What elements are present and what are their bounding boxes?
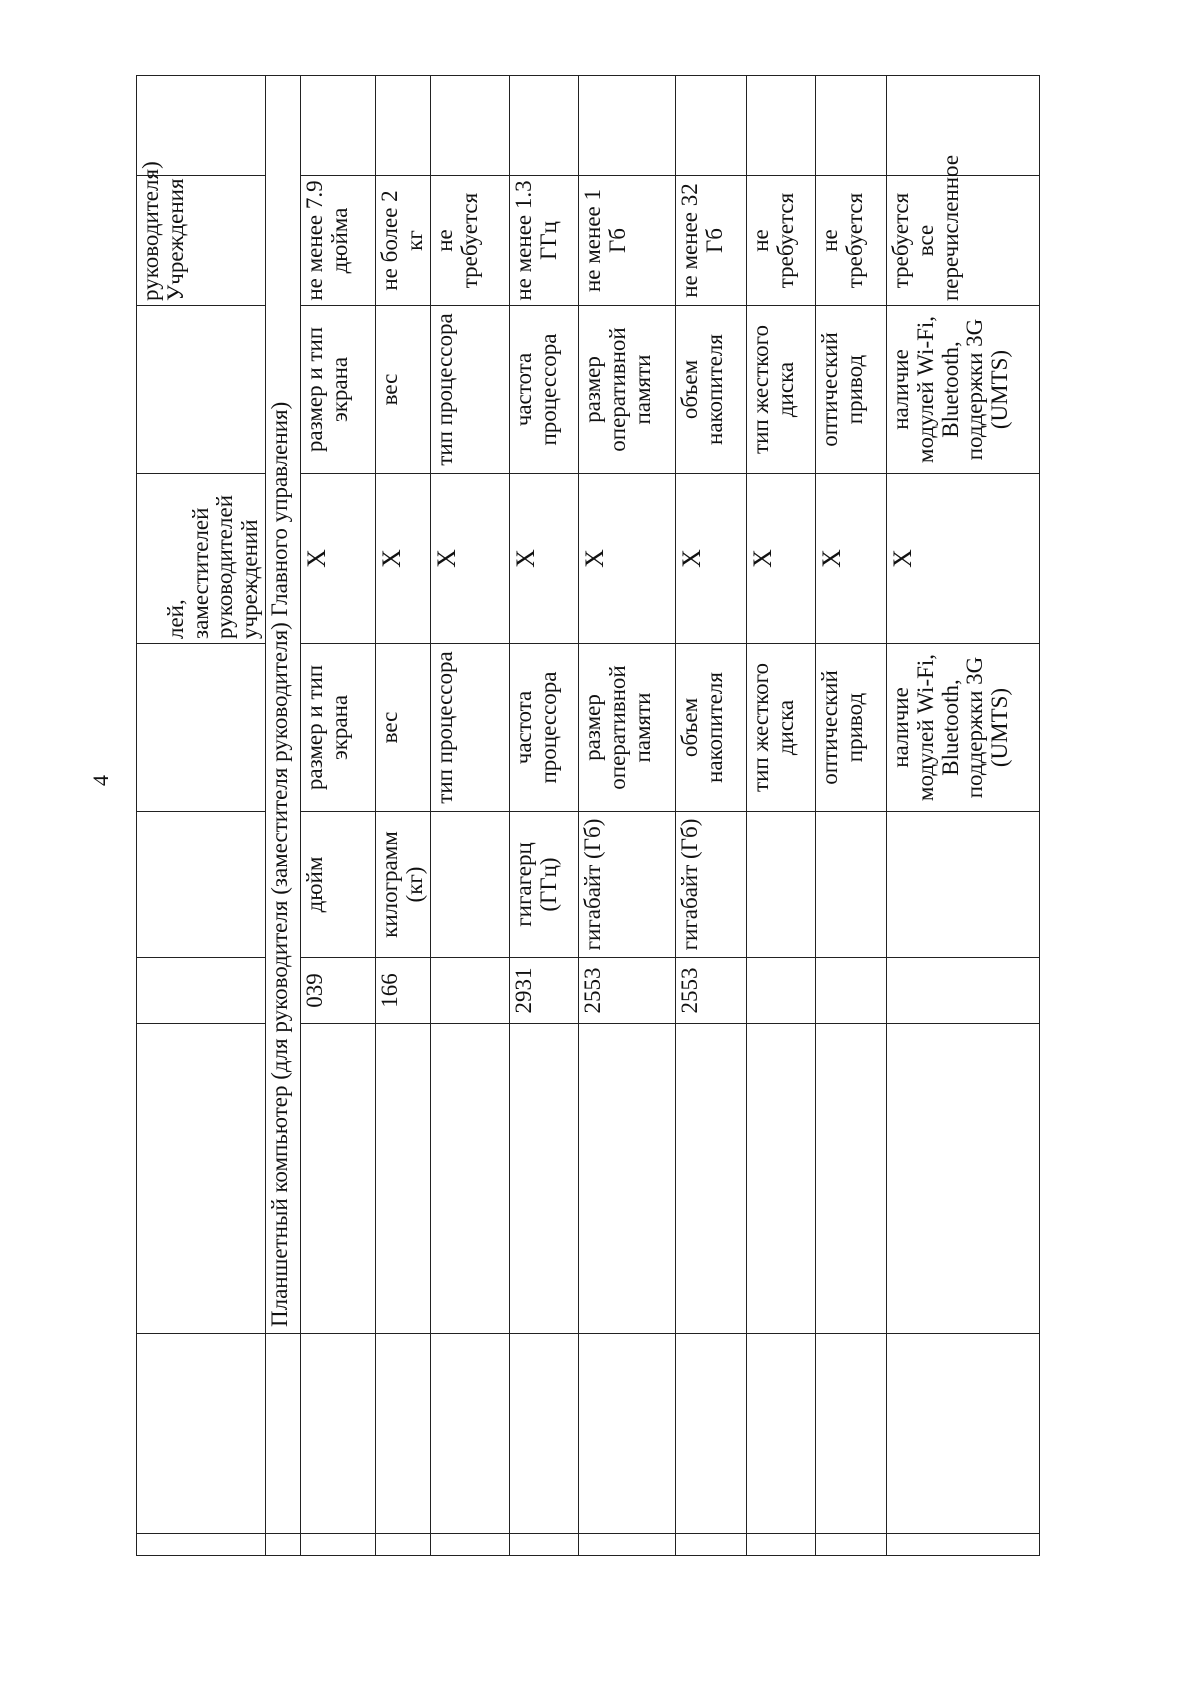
- unit-cell: [887, 812, 1040, 958]
- table-row: [510, 76, 579, 1556]
- table-row: [376, 76, 431, 1556]
- characteristic-cell-2: размер оперативной памяти: [579, 306, 676, 474]
- characteristic-cell: тип жесткого диска: [747, 644, 816, 812]
- unit-cell: дюйм: [301, 812, 376, 958]
- code-cell: 2553: [579, 958, 676, 1024]
- mark-cell: X: [301, 474, 376, 644]
- unit-cell: гигагерц (ГГц): [510, 812, 579, 958]
- table-row: [747, 76, 816, 1556]
- code-cell: [747, 958, 816, 1024]
- value-cell: требуется все перечисленное: [887, 176, 1040, 306]
- characteristic-cell: тип процессора: [431, 644, 510, 812]
- code-cell: 166: [376, 958, 431, 1024]
- code-cell: [887, 958, 1040, 1024]
- mark-cell: X: [747, 474, 816, 644]
- mark-cell: X: [887, 474, 1040, 644]
- specs-table: [136, 75, 1040, 1556]
- characteristic-cell-2: тип процессора: [431, 306, 510, 474]
- header-cell-3: [137, 1024, 266, 1334]
- unit-cell: [747, 812, 816, 958]
- mark-cell: X: [579, 474, 676, 644]
- header-row: [137, 76, 266, 1556]
- table-row: [301, 76, 376, 1556]
- characteristic-cell-2: оптический привод: [816, 306, 887, 474]
- header-cell-2: [137, 1334, 266, 1534]
- header-staff-cell: [137, 474, 266, 644]
- value-cell: не требуется: [747, 176, 816, 306]
- table-row: [431, 76, 510, 1556]
- characteristic-cell: частота процессора: [510, 644, 579, 812]
- characteristic-cell-2: размер и тип экрана: [301, 306, 376, 474]
- mark-cell: X: [676, 474, 747, 644]
- value-cell: не требуется: [431, 176, 510, 306]
- table-row: [676, 76, 747, 1556]
- unit-cell: гигабайт (Гб): [676, 812, 747, 958]
- section-empty-2: [266, 1334, 301, 1534]
- value-cell: не более 2 кг: [376, 176, 431, 306]
- characteristic-cell-2: тип жесткого диска: [747, 306, 816, 474]
- unit-cell: килограмм (кг): [376, 812, 431, 958]
- unit-cell: [431, 812, 510, 958]
- value-cell: не менее 1.3 ГГц: [510, 176, 579, 306]
- characteristic-cell: оптический привод: [816, 644, 887, 812]
- value-cell: не менее 1 Гб: [579, 176, 676, 306]
- header-staff-text: лей, заместителей руководителей учреждений: [162, 494, 263, 639]
- table-row: [887, 76, 1040, 1556]
- code-cell: [431, 958, 510, 1024]
- header-cell-6: [137, 644, 266, 812]
- value-cell: не требуется: [816, 176, 887, 306]
- mark-cell: X: [816, 474, 887, 644]
- characteristic-cell: вес: [376, 644, 431, 812]
- header-cell-5: [137, 812, 266, 958]
- unit-cell: гигабайт (Гб): [579, 812, 676, 958]
- section-empty-1: [266, 1534, 301, 1556]
- characteristic-cell: объем накопителя: [676, 644, 747, 812]
- code-cell: 2553: [676, 958, 747, 1024]
- code-cell: 039: [301, 958, 376, 1024]
- mark-cell: X: [510, 474, 579, 644]
- header-cell-1: [137, 1534, 266, 1556]
- rotated-table-container: [136, 76, 1056, 1556]
- header-cell-4: [137, 958, 266, 1024]
- value-cell: не менее 32 Гб: [676, 176, 747, 306]
- section-title: Планшетный компьютер (для руководителя (заместителя руководителя) Главного управления): [266, 76, 301, 1334]
- header-cell-8: [137, 306, 266, 474]
- page-number: 4: [88, 775, 113, 786]
- characteristic-cell-2: вес: [376, 306, 431, 474]
- characteristic-cell: размер оперативной памяти: [579, 644, 676, 812]
- mark-cell: X: [376, 474, 431, 644]
- header-head-cell: [137, 161, 266, 306]
- characteristic-cell-2: частота процессора: [510, 306, 579, 474]
- value-cell: не менее 7.9 дюйма: [301, 176, 376, 306]
- section-row: [266, 76, 301, 1556]
- table-row: [579, 76, 676, 1556]
- code-cell: 2931: [510, 958, 579, 1024]
- mark-cell: X: [431, 474, 510, 644]
- code-cell: [816, 958, 887, 1024]
- table-row: [816, 76, 887, 1556]
- characteristic-cell: размер и тип экрана: [301, 644, 376, 812]
- characteristic-cell-2: наличие модулей Wi-Fi, Bluetooth, поддержки 3G (UMTS): [887, 306, 1040, 474]
- header-head-text: руководителя) Учреждения: [138, 161, 188, 301]
- unit-cell: [816, 812, 887, 958]
- characteristic-cell-2: объем накопителя: [676, 306, 747, 474]
- characteristic-cell: наличие модулей Wi-Fi, Bluetooth, поддержки 3G (UMTS): [887, 644, 1040, 812]
